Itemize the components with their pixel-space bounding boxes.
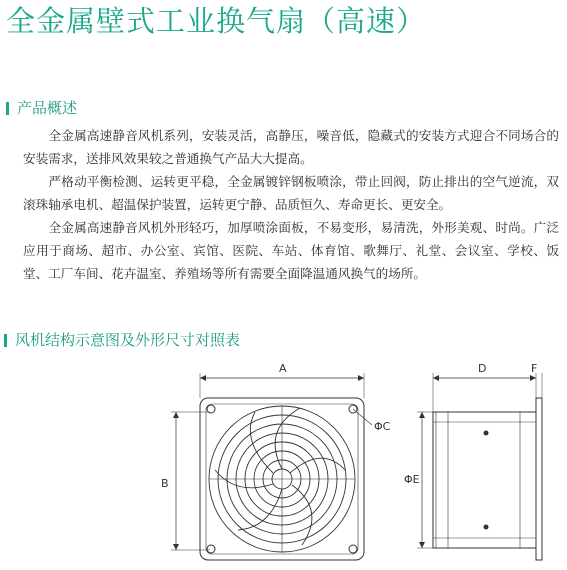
- dimension-d-label: D: [478, 362, 487, 375]
- side-panel: [536, 398, 542, 560]
- paragraph-2: 严格动平衡检测、运转更平稳，全金属镀锌钢板喷涂，带止回阀，防止排出的空气逆流，双滚珠轴承电机、超温保护装置，运转更宁静、品质恒久、寿命更长、更安全。: [23, 174, 559, 212]
- fan-guard-grill: [209, 406, 355, 552]
- structure-heading-label: 风机结构示意图及外形尺寸对照表: [15, 331, 241, 349]
- dimension-e-label: ΦE: [404, 473, 420, 486]
- fan-structure-diagram: [0, 350, 567, 570]
- overview-heading-label: 产品概述: [17, 99, 78, 117]
- dimension-c-label: ΦC: [374, 420, 391, 433]
- heading-bar-icon: [4, 334, 7, 347]
- paragraph-3: 全金属高速静音风机外形轻巧，加厚喷涂面板，不易变形，易清洗，外形美观、时尚。广泛应用于商场、超市、办公室、宾馆、医院、车站、体育馆、歌舞厅、礼堂、会议室、学校、饭堂、工厂车间、花卉温室、养殖场等所有需要全面降温通风换气的场所。: [23, 220, 559, 281]
- overview-heading: [6, 98, 77, 118]
- overview-text: [23, 124, 559, 285]
- dimension-b-label: B: [161, 477, 169, 490]
- heading-bar-icon: [6, 102, 9, 115]
- dimension-f-label: F: [531, 362, 538, 375]
- mount-hole-icon: [349, 545, 357, 553]
- front-view: [171, 373, 372, 560]
- dimension-a-label: A: [279, 362, 287, 375]
- dimension-c-leader: [353, 409, 372, 425]
- mount-hole-icon: [207, 545, 215, 553]
- page-title: 全金属壁式工业换气扇（高速）: [6, 4, 427, 38]
- structure-heading: [4, 330, 240, 350]
- side-view: [417, 373, 542, 560]
- paragraph-1: 全金属高速静音风机系列，安装灵活，高静压，噪音低，隐藏式的安装方式迎合不同场合的安装需求，送排风效果较之普通换气产品大大提高。: [23, 128, 559, 166]
